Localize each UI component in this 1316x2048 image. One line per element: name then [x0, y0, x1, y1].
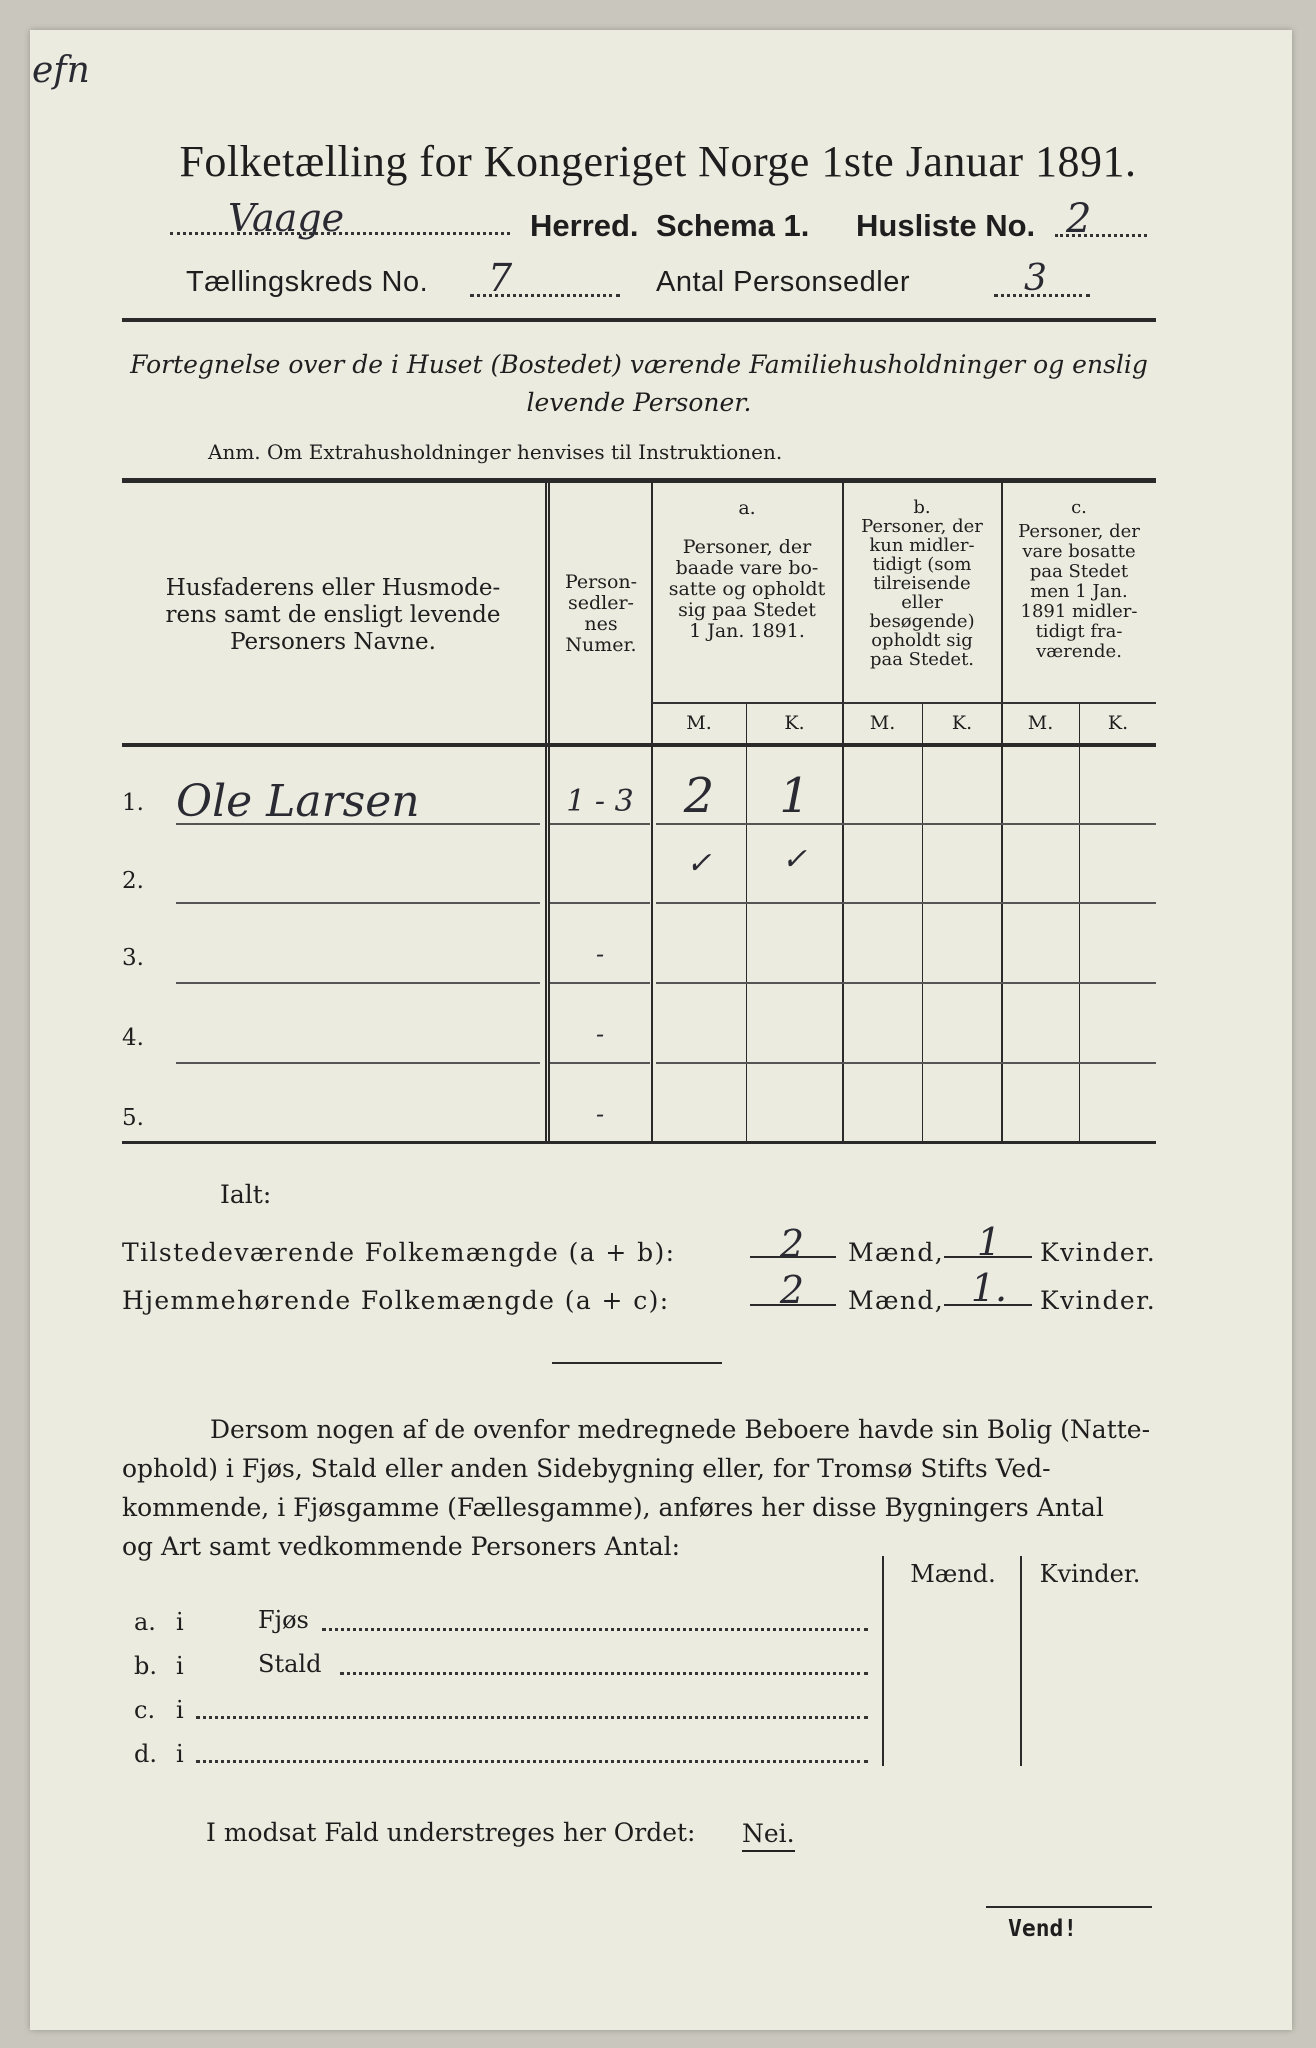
tilstede-kvinder-value: 1 — [976, 1220, 1002, 1264]
col-b-header: b. Personer, der kun midler- tidigt (som tilreisende eller besøgende) opholdt sig paa Stedet. — [861, 497, 983, 670]
row-number-1: 1. — [122, 790, 144, 816]
row-num-4: - — [595, 1020, 605, 1048]
herred-value: Vaage — [228, 196, 345, 240]
subtitle-line1: Fortegnelse over de i Huset (Bostedet) værende Familiehusholdninger og enslig — [130, 350, 1148, 379]
row-name-1: Ole Larsen — [176, 776, 420, 827]
building-i-c: i — [176, 1696, 184, 1724]
row-num-1: 1 - 3 — [566, 784, 634, 819]
hjemme-label: Hjemmehørende Folkemængde (a + c): — [122, 1286, 670, 1315]
tilstede-maend-value: 2 — [779, 1222, 805, 1266]
col-a-m: M. — [686, 712, 712, 734]
buildings-maend-header: Mænd. — [910, 1560, 996, 1588]
kreds-label: Tællingskreds No. — [186, 266, 429, 298]
col-c-k: K. — [1107, 712, 1129, 734]
hjemme-maend-label: Mænd, — [848, 1286, 945, 1315]
building-i-b: i — [176, 1652, 184, 1680]
row-num-3: - — [595, 940, 605, 968]
hjemme-maend-value: 2 — [779, 1268, 805, 1312]
building-letter-c: c. — [134, 1696, 156, 1724]
building-letter-a: a. — [134, 1608, 156, 1636]
building-i-a: i — [176, 1608, 184, 1636]
schema-label: Schema 1. — [656, 208, 810, 243]
tilstede-kvinder-label: Kvinder. — [1040, 1238, 1157, 1267]
husliste-label: Husliste No. — [856, 208, 1036, 243]
building-label-fjos: Fjøs — [258, 1606, 309, 1634]
col-a-k: K. — [784, 712, 805, 734]
building-label-stald: Stald — [258, 1650, 322, 1678]
hjemme-kvinder-value: 1. — [970, 1266, 1008, 1310]
census-form-sheet — [30, 30, 1292, 2030]
nei-word: Nei. — [742, 1818, 795, 1852]
ialt-label: Ialt: — [220, 1180, 272, 1209]
husliste-value: 2 — [1066, 196, 1092, 242]
col-name-header: Husfaderens eller Husmode- rens samt de ensligt levende Personers Navne. — [165, 575, 501, 655]
row-a-m-2: ✓ — [686, 846, 712, 881]
vend-label: Vend! — [1008, 1916, 1078, 1942]
herred-label: Herred. — [530, 208, 639, 243]
row-a-k-2: ✓ — [781, 842, 808, 877]
anm-note: Anm. Om Extrahusholdninger henvises til Instruktionen. — [208, 440, 783, 464]
col-b-k: K. — [951, 712, 973, 734]
col-c-m: M. — [1027, 712, 1054, 734]
row-number-5: 5. — [122, 1105, 144, 1131]
modsat-text: I modsat Fald understreges her Ordet: — [206, 1818, 696, 1847]
page-title: Folketælling for Kongeriget Norge 1ste Januar 1891. — [179, 137, 1137, 186]
tilstede-maend-label: Mænd, — [848, 1238, 945, 1267]
subtitle-line2: levende Personer. — [526, 388, 752, 417]
personsedler-value: 3 — [1024, 258, 1047, 299]
personsedler-label: Antal Personsedler — [656, 266, 911, 298]
row-a-m-1: 2 — [683, 768, 715, 824]
building-letter-b: b. — [134, 1652, 157, 1680]
hjemme-kvinder-label: Kvinder. — [1040, 1286, 1157, 1315]
row-number-2: 2. — [122, 868, 144, 894]
col-num-header: Person- sedler- nes Numer. — [564, 571, 638, 656]
kreds-value: 7 — [488, 256, 513, 300]
buildings-kvinder-header: Kvinder. — [1039, 1560, 1141, 1588]
row-num-5: - — [595, 1100, 605, 1128]
row-number-3: 3. — [122, 945, 144, 971]
row-a-k-1: 1 — [779, 768, 810, 824]
margin-note: efn — [32, 50, 90, 91]
building-letter-d: d. — [134, 1740, 157, 1768]
sidebuilding-paragraph: Dersom nogen af de ovenfor medregnede Beboere havde sin Bolig (Natte- ophold) i Fjøs, Stald eller anden Sidebygning eller, for Tromsø Stifts Ved- kommende, i Fjøsgamme (Fællesgamme), anføres her disse Bygningers Antal og Art samt vedkommende Personers Antal: — [122, 1415, 1151, 1561]
row-number-4: 4. — [122, 1025, 144, 1051]
col-a-header: a. Personer, der baade vare bo- satte og opholdt sig paa Stedet 1 Jan. 1891. — [668, 497, 826, 642]
col-b-m: M. — [869, 712, 896, 734]
tilstede-label: Tilstedeværende Folkemængde (a + b): — [122, 1238, 676, 1267]
col-c-header: c. Personer, der vare bosatte paa Stedet men 1 Jan. 1891 midler- tidigt fra- værende. — [1018, 497, 1140, 662]
building-i-d: i — [176, 1740, 184, 1768]
